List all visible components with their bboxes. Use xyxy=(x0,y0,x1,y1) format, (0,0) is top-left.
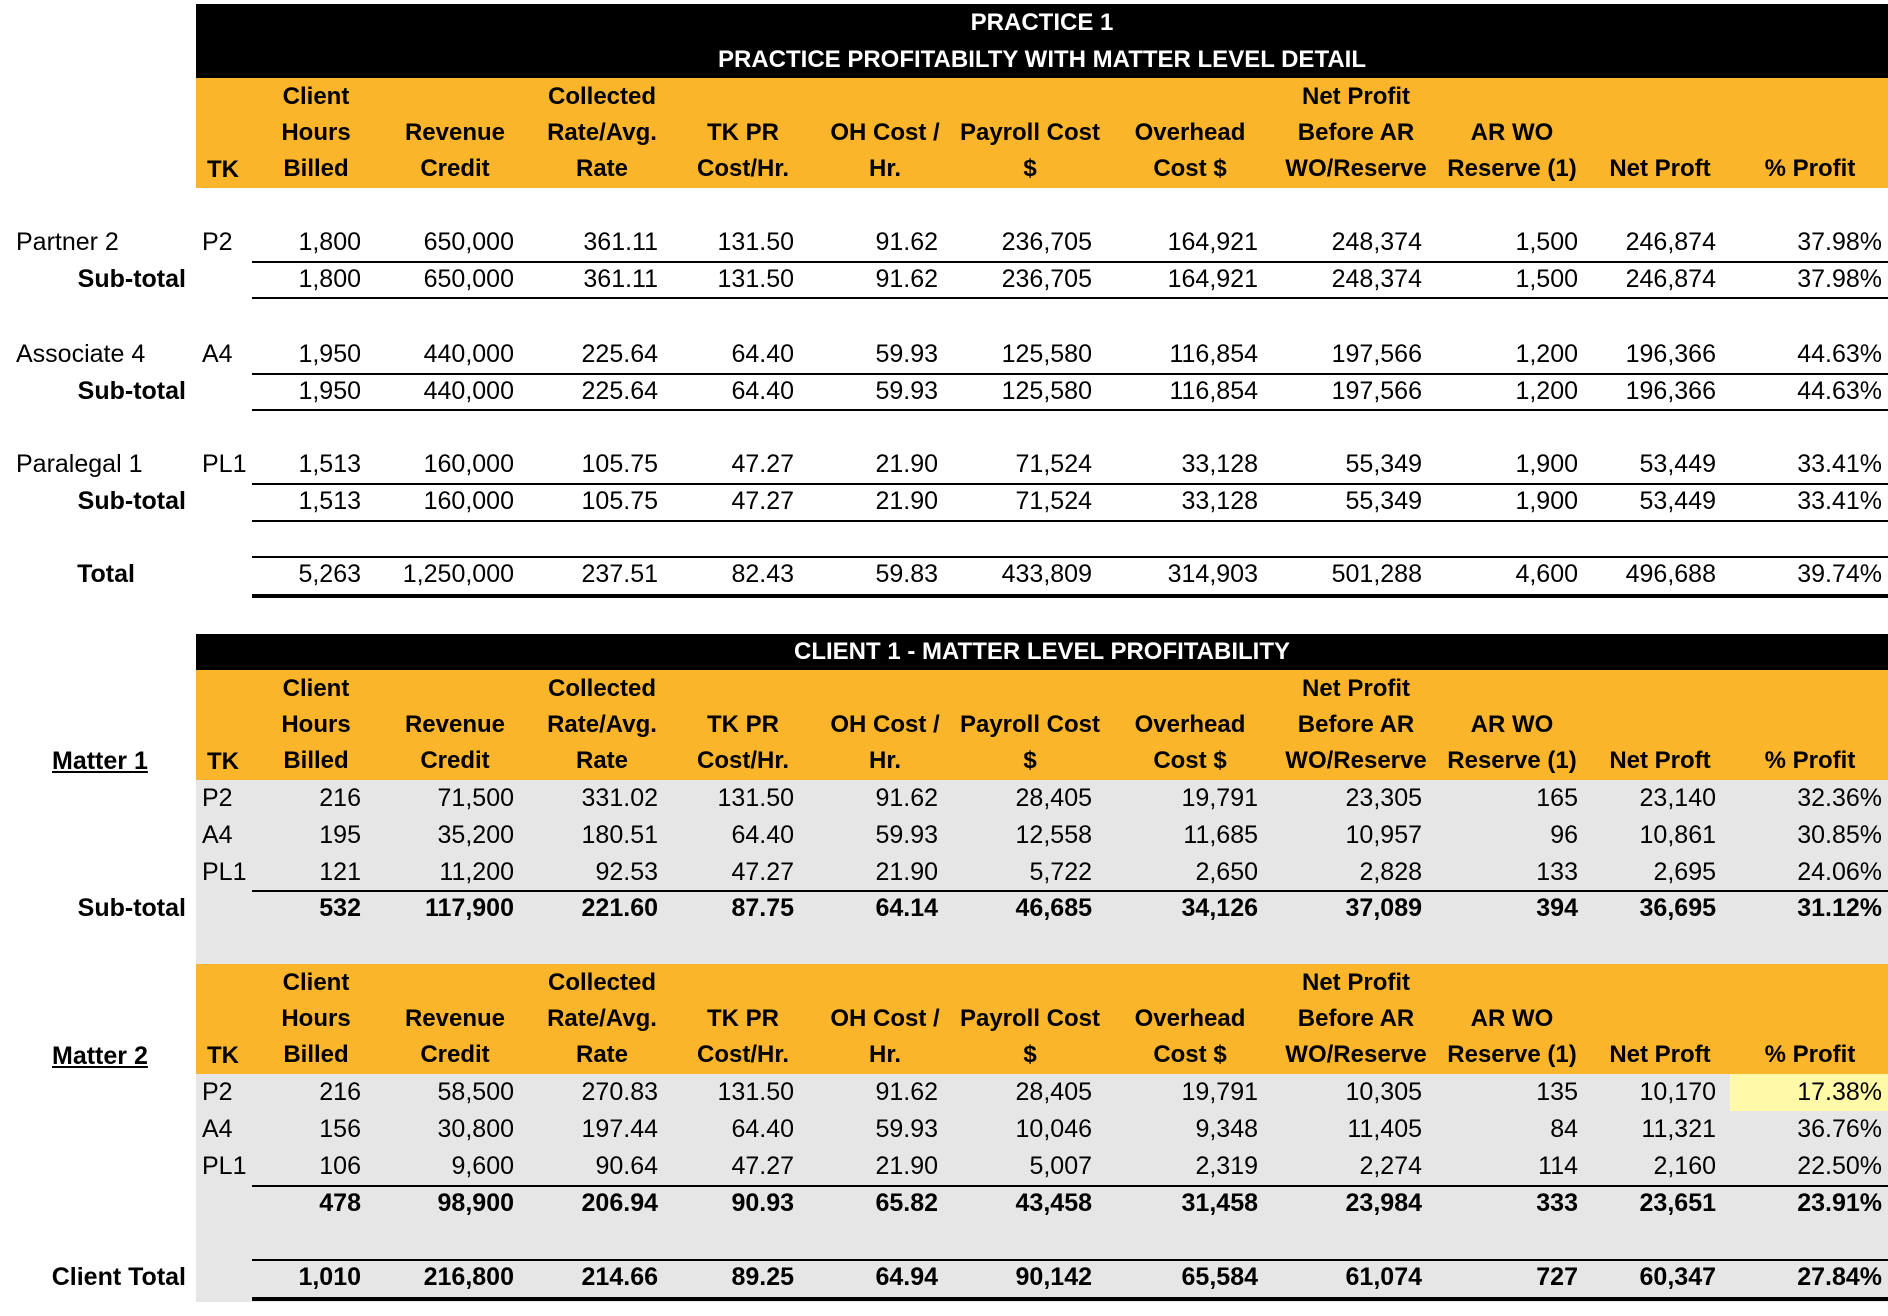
rule-under-partner xyxy=(252,261,1888,263)
header-tk-pr-cost-line3: Cost/Hr. xyxy=(696,155,789,182)
cell-pct-profit: 31.12% xyxy=(1797,894,1882,922)
cell-overhead-cost: 2,319 xyxy=(1195,1152,1258,1180)
cell-hours-billed: 5,263 xyxy=(298,560,361,588)
header-collected-rate-line3: Rate xyxy=(575,155,629,182)
header-revenue-credit-line2: Revenue xyxy=(404,119,506,146)
cell-net-profit-before-ar: 2,828 xyxy=(1359,858,1422,886)
row-label-paralegal-1: Paralegal 1 xyxy=(16,450,143,478)
matter2-label: Matter 2 xyxy=(52,1042,148,1070)
subtotal-label: Sub-total xyxy=(77,377,186,405)
cell-oh-cost: 59.93 xyxy=(875,821,938,849)
cell-ar-wo-reserve: 1,500 xyxy=(1515,265,1578,293)
practice-column-header xyxy=(196,78,1888,188)
header-collected-rate-line2: Rate/Avg. xyxy=(547,1005,657,1032)
header-hours-billed-line1: Client xyxy=(282,83,350,110)
cell-payroll-cost: 46,685 xyxy=(1015,894,1092,922)
cell-revenue-credit: 58,500 xyxy=(437,1078,514,1106)
cell-tk-pr-cost: 64.40 xyxy=(731,1115,794,1143)
cell-hours-billed: 156 xyxy=(319,1115,361,1143)
cell-ar-wo-reserve: 333 xyxy=(1536,1189,1578,1217)
cell-oh-cost: 65.82 xyxy=(875,1189,938,1217)
header-overhead-cost-line3: Cost $ xyxy=(1153,1041,1227,1068)
cell-net-profit-before-ar: 248,374 xyxy=(1331,265,1422,293)
cell-overhead-cost: 164,921 xyxy=(1167,228,1258,256)
rule-above-matter1-subtotal xyxy=(252,890,1888,892)
cell-hours-billed: 1,950 xyxy=(298,340,361,368)
cell-hours-billed: 1,513 xyxy=(298,450,361,478)
cell-oh-cost: 21.90 xyxy=(875,1152,938,1180)
cell-pct-profit: 27.84% xyxy=(1797,1263,1882,1291)
cell-pct-profit: 22.50% xyxy=(1797,1152,1882,1180)
cell-collected-rate: 197.44 xyxy=(581,1115,658,1143)
cell-pct-profit: 30.85% xyxy=(1797,821,1882,849)
cell-payroll-cost: 433,809 xyxy=(1001,560,1092,588)
cell-ar-wo-reserve: 135 xyxy=(1536,1078,1578,1106)
rule-under-paralegal-subtotal xyxy=(252,520,1888,522)
matter2-column-header xyxy=(196,964,1888,1074)
header-ar-wo-reserve-line2: AR WO xyxy=(1470,711,1554,738)
header-payroll-cost-line3: $ xyxy=(1023,1041,1037,1068)
cell-pct-profit: 37.98% xyxy=(1797,228,1882,256)
cell-tk-pr-cost: 131.50 xyxy=(717,784,794,812)
cell-payroll-cost: 71,524 xyxy=(1015,487,1092,515)
client-total-label: Client Total xyxy=(51,1263,186,1291)
cell-oh-cost: 64.14 xyxy=(875,894,938,922)
header-ar-wo-reserve-line2: AR WO xyxy=(1470,119,1554,146)
row-tk: A4 xyxy=(202,340,233,368)
cell-revenue-credit: 160,000 xyxy=(423,487,514,515)
header-tk-pr-cost-line2: TK PR xyxy=(707,1005,779,1032)
cell-collected-rate: 92.53 xyxy=(595,858,658,886)
header-payroll-cost-line2: Payroll Cost xyxy=(959,1005,1101,1032)
matter1-column-header xyxy=(196,670,1888,780)
rule-under-paralegal xyxy=(252,483,1888,485)
row-tk: P2 xyxy=(202,228,233,256)
cell-net-profit: 10,861 xyxy=(1639,821,1716,849)
header-oh-cost-line2: OH Cost / xyxy=(830,711,940,738)
cell-hours-billed: 195 xyxy=(319,821,361,849)
cell-payroll-cost: 125,580 xyxy=(1001,340,1092,368)
header-net-profit-before-ar-line1: Net Profit xyxy=(1302,969,1410,996)
cell-net-profit: 2,160 xyxy=(1653,1152,1716,1180)
cell-net-profit-before-ar: 501,288 xyxy=(1331,560,1422,588)
header-oh-cost-line2: OH Cost / xyxy=(830,1005,940,1032)
cell-collected-rate: 105.75 xyxy=(581,450,658,478)
header-net-profit-before-ar-line2: Before AR xyxy=(1297,119,1415,146)
cell-tk-pr-cost: 47.27 xyxy=(731,450,794,478)
cell-payroll-cost: 43,458 xyxy=(1015,1189,1092,1217)
cell-pct-profit: 17.38% xyxy=(1730,1074,1888,1111)
header-collected-rate-line3: Rate xyxy=(575,747,629,774)
cell-ar-wo-reserve: 165 xyxy=(1536,784,1578,812)
header-revenue-credit-line3: Credit xyxy=(420,155,490,182)
header-collected-rate-line1: Collected xyxy=(547,83,657,110)
cell-pct-profit: 33.41% xyxy=(1797,487,1882,515)
header-overhead-cost-line3: Cost $ xyxy=(1153,747,1227,774)
cell-hours-billed: 106 xyxy=(319,1152,361,1180)
client-title: CLIENT 1 - MATTER LEVEL PROFITABILITY xyxy=(794,638,1290,665)
header-net-profit-before-ar-line1: Net Profit xyxy=(1302,83,1410,110)
cell-collected-rate: 180.51 xyxy=(581,821,658,849)
header-ar-wo-reserve-line3: Reserve (1) xyxy=(1447,155,1577,182)
cell-overhead-cost: 33,128 xyxy=(1181,487,1258,515)
header-tk-pr-cost-line3: Cost/Hr. xyxy=(696,747,789,774)
cell-overhead-cost: 11,685 xyxy=(1183,821,1258,849)
header-tk: TK xyxy=(207,156,239,183)
practice-title: PRACTICE 1 xyxy=(970,9,1114,36)
rule-above-total xyxy=(252,556,1888,558)
cell-pct-profit: 37.98% xyxy=(1797,265,1882,293)
cell-tk-pr-cost: 64.40 xyxy=(731,340,794,368)
rule-above-client-total xyxy=(252,1259,1888,1261)
header-hours-billed-line2: Hours xyxy=(281,711,351,738)
row-tk: P2 xyxy=(202,1078,233,1106)
header-net-profit-before-ar-line2: Before AR xyxy=(1297,711,1415,738)
total-label: Total xyxy=(77,560,135,588)
cell-overhead-cost: 33,128 xyxy=(1181,450,1258,478)
header-pct-profit-line3: % Profit xyxy=(1764,155,1856,182)
cell-ar-wo-reserve: 394 xyxy=(1536,894,1578,922)
cell-payroll-cost: 12,558 xyxy=(1015,821,1092,849)
cell-hours-billed: 216 xyxy=(319,784,361,812)
cell-net-profit-before-ar: 11,405 xyxy=(1347,1115,1422,1143)
cell-overhead-cost: 116,854 xyxy=(1169,340,1258,368)
header-net-profit-before-ar-line3: WO/Reserve xyxy=(1285,1041,1427,1068)
cell-net-profit-before-ar: 55,349 xyxy=(1345,450,1422,478)
header-revenue-credit-line2: Revenue xyxy=(404,1005,506,1032)
cell-pct-profit: 32.36% xyxy=(1797,784,1882,812)
cell-hours-billed: 1,513 xyxy=(298,487,361,515)
cell-revenue-credit: 650,000 xyxy=(423,228,514,256)
cell-revenue-credit: 35,200 xyxy=(437,821,514,849)
cell-hours-billed: 1,800 xyxy=(298,265,361,293)
header-revenue-credit-line2: Revenue xyxy=(404,711,506,738)
cell-overhead-cost: 31,458 xyxy=(1181,1189,1258,1217)
header-net-profit-before-ar-line2: Before AR xyxy=(1297,1005,1415,1032)
header-hours-billed-line1: Client xyxy=(282,969,350,996)
header-tk: TK xyxy=(207,748,239,775)
cell-net-profit: 53,449 xyxy=(1639,450,1716,478)
cell-overhead-cost: 34,126 xyxy=(1181,894,1258,922)
cell-net-profit: 60,347 xyxy=(1639,1263,1716,1291)
cell-collected-rate: 105.75 xyxy=(581,487,658,515)
cell-oh-cost: 91.62 xyxy=(875,265,938,293)
cell-net-profit-before-ar: 2,274 xyxy=(1359,1152,1422,1180)
double-rule-under-client-total xyxy=(252,1297,1888,1301)
header-net-profit-line3: Net Proft xyxy=(1609,155,1711,182)
row-tk: PL1 xyxy=(202,858,247,886)
cell-collected-rate: 90.64 xyxy=(595,1152,658,1180)
cell-revenue-credit: 440,000 xyxy=(423,377,514,405)
cell-tk-pr-cost: 87.75 xyxy=(731,894,794,922)
cell-net-profit: 53,449 xyxy=(1639,487,1716,515)
subtotal-label: Sub-total xyxy=(77,894,186,922)
header-revenue-credit-line3: Credit xyxy=(420,1041,490,1068)
header-hours-billed-line3: Billed xyxy=(283,155,349,182)
header-ar-wo-reserve-line3: Reserve (1) xyxy=(1447,1041,1577,1068)
cell-revenue-credit: 160,000 xyxy=(423,450,514,478)
cell-ar-wo-reserve: 1,200 xyxy=(1515,340,1578,368)
cell-overhead-cost: 164,921 xyxy=(1167,265,1258,293)
cell-ar-wo-reserve: 1,900 xyxy=(1515,450,1578,478)
row-tk: PL1 xyxy=(202,450,247,478)
cell-net-profit-before-ar: 23,984 xyxy=(1345,1189,1422,1217)
cell-oh-cost: 91.62 xyxy=(875,228,938,256)
cell-net-profit: 36,695 xyxy=(1639,894,1716,922)
header-collected-rate-line2: Rate/Avg. xyxy=(547,711,657,738)
header-pct-profit-line3: % Profit xyxy=(1764,747,1856,774)
header-tk-pr-cost-line2: TK PR xyxy=(707,711,779,738)
cell-net-profit: 246,874 xyxy=(1625,228,1716,256)
header-payroll-cost-line2: Payroll Cost xyxy=(959,119,1101,146)
double-rule-under-total xyxy=(252,594,1888,598)
header-ar-wo-reserve-line3: Reserve (1) xyxy=(1447,747,1577,774)
cell-net-profit-before-ar: 61,074 xyxy=(1345,1263,1422,1291)
cell-oh-cost: 91.62 xyxy=(875,1078,938,1106)
row-tk: A4 xyxy=(202,821,233,849)
header-payroll-cost-line3: $ xyxy=(1023,155,1037,182)
cell-hours-billed: 1,800 xyxy=(298,228,361,256)
cell-net-profit: 196,366 xyxy=(1625,340,1716,368)
header-hours-billed-line3: Billed xyxy=(283,1041,349,1068)
cell-net-profit-before-ar: 55,349 xyxy=(1345,487,1422,515)
cell-collected-rate: 214.66 xyxy=(581,1263,658,1291)
client-title-bar xyxy=(196,634,1888,670)
cell-oh-cost: 59.93 xyxy=(875,377,938,405)
header-overhead-cost-line2: Overhead xyxy=(1134,119,1246,146)
cell-oh-cost: 91.62 xyxy=(875,784,938,812)
cell-payroll-cost: 236,705 xyxy=(1001,265,1092,293)
cell-net-profit-before-ar: 197,566 xyxy=(1331,377,1422,405)
cell-payroll-cost: 90,142 xyxy=(1015,1263,1092,1291)
cell-overhead-cost: 19,791 xyxy=(1181,1078,1258,1106)
practice-subtitle: PRACTICE PROFITABILTY WITH MATTER LEVEL DETAIL xyxy=(718,46,1366,73)
header-hours-billed-line2: Hours xyxy=(281,119,351,146)
header-pct-profit-line3: % Profit xyxy=(1764,1041,1856,1068)
header-ar-wo-reserve-line2: AR WO xyxy=(1470,1005,1554,1032)
header-overhead-cost-line2: Overhead xyxy=(1134,711,1246,738)
header-net-profit-before-ar-line3: WO/Reserve xyxy=(1285,747,1427,774)
row-tk: PL1 xyxy=(202,1152,247,1180)
cell-pct-profit: 39.74% xyxy=(1797,560,1882,588)
cell-payroll-cost: 125,580 xyxy=(1001,377,1092,405)
header-tk-pr-cost-line2: TK PR xyxy=(707,119,779,146)
header-oh-cost-line3: Hr. xyxy=(868,1041,901,1068)
cell-ar-wo-reserve: 96 xyxy=(1550,821,1578,849)
cell-net-profit-before-ar: 248,374 xyxy=(1331,228,1422,256)
cell-net-profit: 10,170 xyxy=(1639,1078,1716,1106)
cell-ar-wo-reserve: 114 xyxy=(1538,1152,1578,1180)
cell-payroll-cost: 71,524 xyxy=(1015,450,1092,478)
cell-tk-pr-cost: 47.27 xyxy=(731,487,794,515)
cell-payroll-cost: 5,722 xyxy=(1029,858,1092,886)
header-hours-billed-line3: Billed xyxy=(283,747,349,774)
cell-pct-profit: 36.76% xyxy=(1797,1115,1882,1143)
cell-net-profit: 23,651 xyxy=(1639,1189,1716,1217)
header-net-profit-line3: Net Proft xyxy=(1609,1041,1711,1068)
row-tk: P2 xyxy=(202,784,233,812)
cell-collected-rate: 225.64 xyxy=(581,377,658,405)
cell-payroll-cost: 28,405 xyxy=(1015,1078,1092,1106)
cell-oh-cost: 21.90 xyxy=(875,450,938,478)
cell-oh-cost: 59.93 xyxy=(875,340,938,368)
cell-net-profit-before-ar: 197,566 xyxy=(1331,340,1422,368)
cell-net-profit-before-ar: 10,305 xyxy=(1345,1078,1422,1106)
cell-hours-billed: 478 xyxy=(319,1189,361,1217)
cell-tk-pr-cost: 47.27 xyxy=(731,858,794,886)
cell-ar-wo-reserve: 133 xyxy=(1536,858,1578,886)
cell-tk-pr-cost: 90.93 xyxy=(731,1189,794,1217)
cell-ar-wo-reserve: 84 xyxy=(1550,1115,1578,1143)
practice-title-bar xyxy=(196,4,1888,78)
cell-oh-cost: 21.90 xyxy=(875,487,938,515)
header-collected-rate-line1: Collected xyxy=(547,969,657,996)
cell-ar-wo-reserve: 1,200 xyxy=(1515,377,1578,405)
cell-tk-pr-cost: 131.50 xyxy=(717,1078,794,1106)
cell-oh-cost: 21.90 xyxy=(875,858,938,886)
cell-collected-rate: 221.60 xyxy=(581,894,658,922)
header-oh-cost-line2: OH Cost / xyxy=(830,119,940,146)
cell-hours-billed: 1,950 xyxy=(298,377,361,405)
header-oh-cost-line3: Hr. xyxy=(868,747,901,774)
header-overhead-cost-line2: Overhead xyxy=(1134,1005,1246,1032)
cell-pct-profit: 44.63% xyxy=(1797,377,1882,405)
cell-overhead-cost: 314,903 xyxy=(1167,560,1258,588)
cell-revenue-credit: 216,800 xyxy=(423,1263,514,1291)
cell-tk-pr-cost: 64.40 xyxy=(731,821,794,849)
cell-collected-rate: 361.11 xyxy=(583,265,658,293)
cell-pct-profit: 24.06% xyxy=(1797,858,1882,886)
cell-collected-rate: 270.83 xyxy=(581,1078,658,1106)
cell-hours-billed: 121 xyxy=(319,858,361,886)
cell-revenue-credit: 650,000 xyxy=(423,265,514,293)
cell-tk-pr-cost: 47.27 xyxy=(731,1152,794,1180)
header-net-profit-before-ar-line3: WO/Reserve xyxy=(1285,155,1427,182)
cell-revenue-credit: 30,800 xyxy=(437,1115,514,1143)
header-payroll-cost-line3: $ xyxy=(1023,747,1037,774)
cell-collected-rate: 206.94 xyxy=(581,1189,658,1217)
cell-revenue-credit: 440,000 xyxy=(423,340,514,368)
cell-net-profit: 496,688 xyxy=(1625,560,1716,588)
cell-net-profit-before-ar: 37,089 xyxy=(1345,894,1422,922)
cell-pct-profit: 23.91% xyxy=(1797,1189,1882,1217)
header-payroll-cost-line2: Payroll Cost xyxy=(959,711,1101,738)
cell-collected-rate: 237.51 xyxy=(581,560,658,588)
cell-overhead-cost: 65,584 xyxy=(1181,1263,1258,1291)
row-label-associate-4: Associate 4 xyxy=(16,340,146,368)
cell-net-profit: 196,366 xyxy=(1625,377,1716,405)
cell-revenue-credit: 1,250,000 xyxy=(402,560,514,588)
rule-under-associate xyxy=(252,373,1888,375)
rule-under-associate-subtotal xyxy=(252,409,1888,411)
cell-tk-pr-cost: 64.40 xyxy=(731,377,794,405)
header-collected-rate-line2: Rate/Avg. xyxy=(547,119,657,146)
cell-ar-wo-reserve: 727 xyxy=(1536,1263,1578,1291)
cell-hours-billed: 1,010 xyxy=(298,1263,361,1291)
cell-payroll-cost: 5,007 xyxy=(1029,1152,1092,1180)
cell-net-profit: 2,695 xyxy=(1653,858,1716,886)
cell-revenue-credit: 117,900 xyxy=(425,894,514,922)
cell-tk-pr-cost: 131.50 xyxy=(717,228,794,256)
header-net-profit-before-ar-line1: Net Profit xyxy=(1302,675,1410,702)
cell-revenue-credit: 98,900 xyxy=(437,1189,514,1217)
cell-payroll-cost: 236,705 xyxy=(1001,228,1092,256)
cell-tk-pr-cost: 89.25 xyxy=(731,1263,794,1291)
header-hours-billed-line2: Hours xyxy=(281,1005,351,1032)
cell-ar-wo-reserve: 1,500 xyxy=(1515,228,1578,256)
cell-tk-pr-cost: 131.50 xyxy=(717,265,794,293)
cell-net-profit: 23,140 xyxy=(1639,784,1716,812)
rule-above-matter2-subtotal xyxy=(252,1185,1888,1187)
cell-oh-cost: 59.93 xyxy=(875,1115,938,1143)
cell-net-profit: 11,321 xyxy=(1641,1115,1716,1143)
subtotal-label: Sub-total xyxy=(77,487,186,515)
cell-revenue-credit: 71,500 xyxy=(437,784,514,812)
cell-net-profit-before-ar: 10,957 xyxy=(1345,821,1422,849)
cell-tk-pr-cost: 82.43 xyxy=(731,560,794,588)
header-revenue-credit-line3: Credit xyxy=(420,747,490,774)
header-net-profit-line3: Net Proft xyxy=(1609,747,1711,774)
cell-pct-profit: 44.63% xyxy=(1797,340,1882,368)
header-collected-rate-line1: Collected xyxy=(547,675,657,702)
header-hours-billed-line1: Client xyxy=(282,675,350,702)
cell-overhead-cost: 9,348 xyxy=(1195,1115,1258,1143)
row-tk: A4 xyxy=(202,1115,233,1143)
cell-pct-profit: 33.41% xyxy=(1797,450,1882,478)
header-tk: TK xyxy=(207,1042,239,1069)
cell-collected-rate: 361.11 xyxy=(583,228,658,256)
cell-payroll-cost: 10,046 xyxy=(1015,1115,1092,1143)
header-tk-pr-cost-line3: Cost/Hr. xyxy=(696,1041,789,1068)
cell-collected-rate: 331.02 xyxy=(581,784,658,812)
header-oh-cost-line3: Hr. xyxy=(868,155,901,182)
cell-overhead-cost: 19,791 xyxy=(1181,784,1258,812)
header-overhead-cost-line3: Cost $ xyxy=(1153,155,1227,182)
cell-ar-wo-reserve: 4,600 xyxy=(1515,560,1578,588)
cell-oh-cost: 64.94 xyxy=(875,1263,938,1291)
cell-oh-cost: 59.83 xyxy=(875,560,938,588)
header-collected-rate-line3: Rate xyxy=(575,1041,629,1068)
row-label-partner-2: Partner 2 xyxy=(16,228,119,256)
cell-payroll-cost: 28,405 xyxy=(1015,784,1092,812)
cell-overhead-cost: 116,854 xyxy=(1169,377,1258,405)
cell-hours-billed: 216 xyxy=(319,1078,361,1106)
cell-ar-wo-reserve: 1,900 xyxy=(1515,487,1578,515)
cell-revenue-credit: 11,200 xyxy=(439,858,514,886)
cell-hours-billed: 532 xyxy=(319,894,361,922)
cell-net-profit: 246,874 xyxy=(1625,265,1716,293)
cell-revenue-credit: 9,600 xyxy=(451,1152,514,1180)
matter1-label: Matter 1 xyxy=(52,747,148,775)
cell-collected-rate: 225.64 xyxy=(581,340,658,368)
cell-overhead-cost: 2,650 xyxy=(1195,858,1258,886)
rule-under-partner-subtotal xyxy=(252,297,1888,299)
cell-net-profit-before-ar: 23,305 xyxy=(1345,784,1422,812)
subtotal-label: Sub-total xyxy=(77,265,186,293)
